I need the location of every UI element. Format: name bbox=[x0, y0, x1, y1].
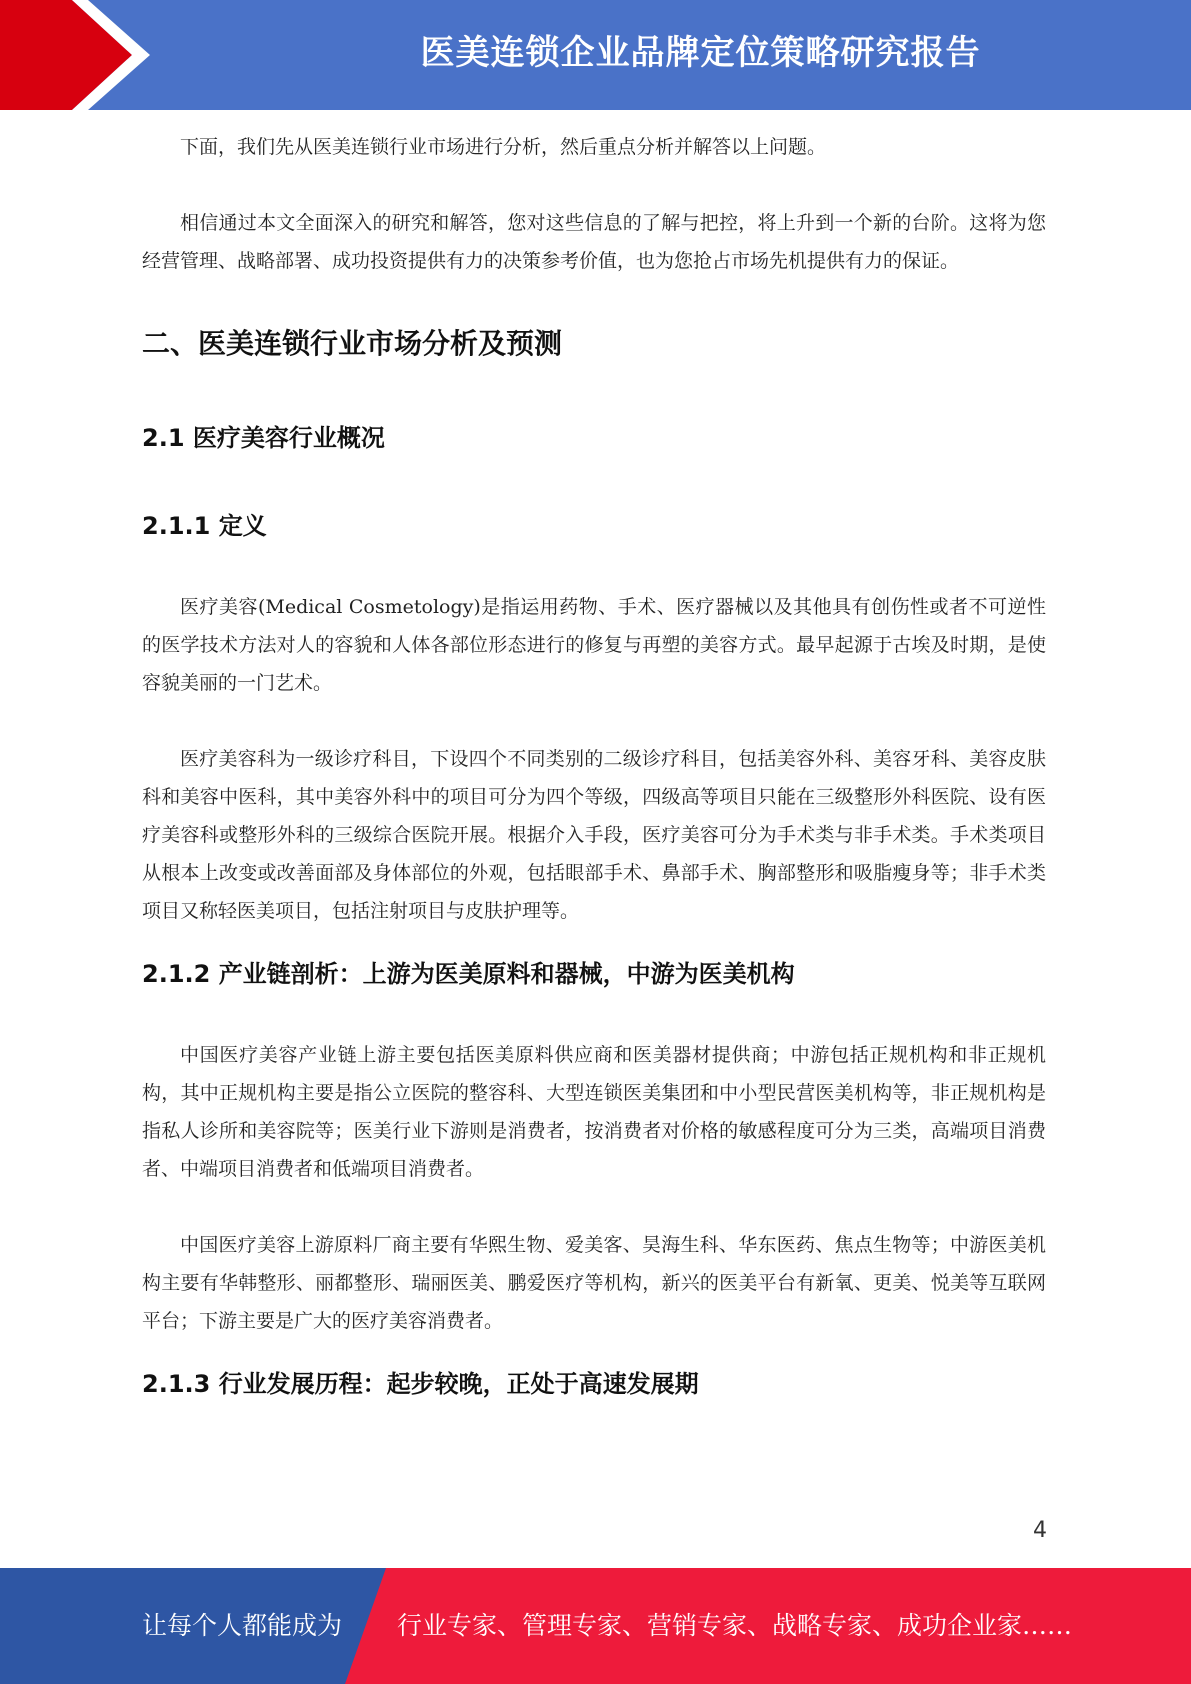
section-2-1-2-heading: 2.1.2 产业链剖析：上游为医美原料和器械，中游为医美机构 bbox=[142, 960, 795, 988]
section-2-1-1-paragraph-1: 医疗美容(Medical Cosmetology)是指运用药物、手术、医疗器械以及其他具有创伤性或者不可逆性的医学技术方法对人的容貌和人体各部位形态进行的修复与再塑的美容方式。最早起源于古埃及时期，是使容貌美丽的一门艺术。 bbox=[142, 596, 1046, 694]
footer-slogan-right: 行业专家、管理专家、营销专家、战略专家、成功企业家…… bbox=[397, 1611, 1073, 1640]
page-number: 4 bbox=[1033, 1518, 1047, 1543]
report-title: 医美连锁企业品牌定位策略研究报告 bbox=[420, 33, 981, 73]
intro-paragraph-1: 下面，我们先从医美连锁行业市场进行分析，然后重点分析并解答以上问题。 bbox=[180, 136, 827, 158]
section-2-heading: 二、医美连锁行业市场分析及预测 bbox=[142, 327, 563, 360]
section-2-1-1-heading: 2.1.1 定义 bbox=[142, 512, 267, 540]
section-2-1-2-paragraph-2: 中国医疗美容上游原料厂商主要有华熙生物、爱美客、昊海生科、华东医药、焦点生物等；中游医美机构主要有华韩整形、丽都整形、瑞丽医美、鹏爱医疗等机构，新兴的医美平台有新氧、更美、悦美等互联网平台；下游主要是广大的医疗美容消费者。 bbox=[142, 1234, 1046, 1332]
footer-slogan-left: 让每个人都能成为 bbox=[142, 1611, 343, 1640]
section-2-1-2-paragraph-1: 中国医疗美容产业链上游主要包括医美原料供应商和医美器材提供商；中游包括正规机构和非正规机构，其中正规机构主要是指公立医院的整容科、大型连锁医美集团和中小型民营医美机构等，非正规机构是指私人诊所和美容院等；医美行业下游则是消费者，按消费者对价格的敏感程度可分为三类，高端项目消费者、中端项目消费者和低端项目消费者。 bbox=[142, 1044, 1046, 1180]
intro-paragraph-2: 相信通过本文全面深入的研究和解答，您对这些信息的了解与把控，将上升到一个新的台阶。这将为您经营管理、战略部署、成功投资提供有力的决策参考价值，也为您抢占市场先机提供有力的保证。 bbox=[142, 212, 1046, 272]
section-2-1-1-paragraph-2: 医疗美容科为一级诊疗科目，下设四个不同类别的二级诊疗科目，包括美容外科、美容牙科、美容皮肤科和美容中医科，其中美容外科中的项目可分为四个等级，四级高等项目只能在三级整形外科医院、设有医疗美容科或整形外科的三级综合医院开展。根据介入手段，医疗美容可分为手术类与非手术类。手术类项目从根本上改变或改善面部及身体部位的外观，包括眼部手术、鼻部手术、胸部整形和吸脂瘦身等；非手术类项目又称轻医美项目，包括注射项目与皮肤护理等。 bbox=[142, 748, 1046, 922]
page-footer bbox=[0, 1568, 1191, 1684]
header-red-chevron bbox=[0, 0, 150, 110]
section-2-1-heading: 2.1 医疗美容行业概况 bbox=[142, 424, 385, 452]
document-body bbox=[142, 128, 1046, 1402]
section-2-1-3-heading: 2.1.3 行业发展历程：起步较晚，正处于高速发展期 bbox=[142, 1370, 699, 1398]
page-header bbox=[0, 0, 1191, 110]
